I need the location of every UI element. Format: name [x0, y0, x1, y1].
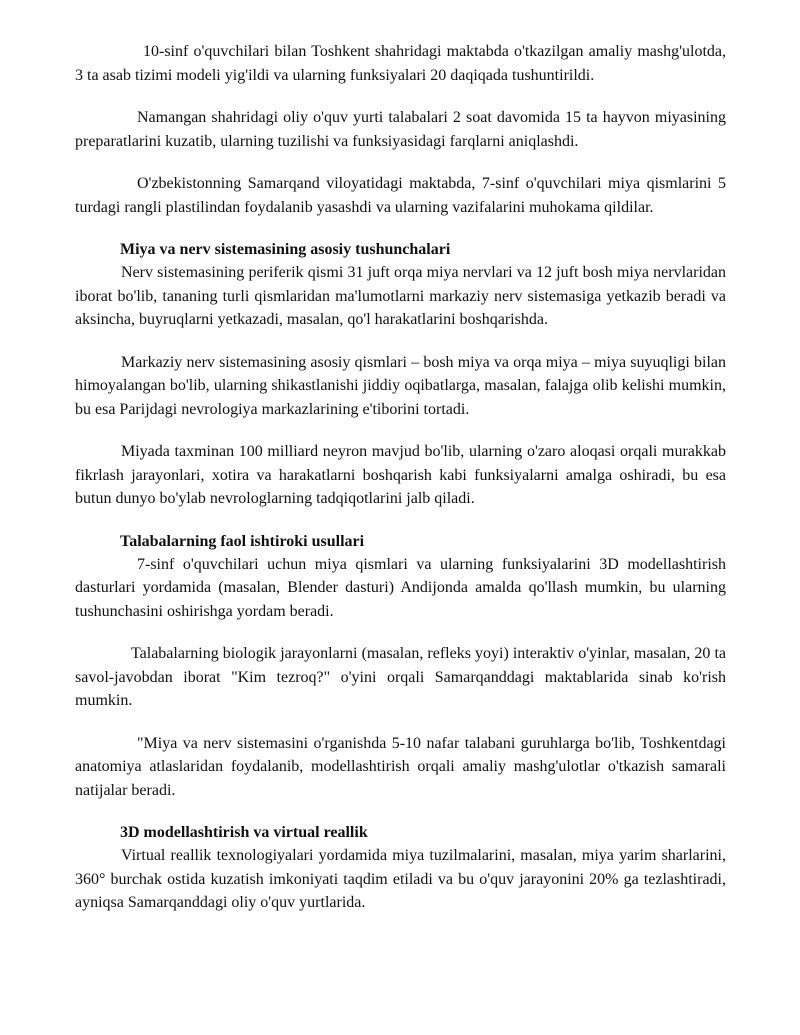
paragraph-virtual-reality: Virtual reallik texnologiyalari yordamida miya tuzilmalarini, masalan, miya yarim sharlarini, 360° burchak ostida kuzatish imkoniyati taqdim etiladi va bu o'quv jarayonini 20% ga tezlashtiradi, ayniqsa Samarqanddagi oliy o'quv yurtlarida.: [75, 847, 726, 911]
paragraph-group-work: "Miya va nerv sistemasini o'rganishda 5-10 nafar talabani guruhlarga bo'lib, Toshkentdagi anatomiya atlaslaridan foydalanib, modellashtirish orqali amaliy mashg'ulotlar o'tkazish samarali natijalar beradi.: [75, 734, 726, 799]
paragraph-3d-modelling-andijan: 7-sinf o'quvchilari uchun miya qismlari va ularning funksiyalarini 3D modellashtirish dasturlari yordamida (masalan, Blender dasturi) Andijonda amalda qo'llash mumkin, bu ularning tushunchasini oshirishga yordam beradi.: [75, 555, 726, 620]
spacer: [75, 421, 726, 440]
spacer: [75, 511, 726, 530]
section-heading-basic-concepts: Miya va nerv sistemasining asosiy tushunchalari: [120, 241, 451, 258]
paragraph-peripheral-nervous-system: Nerv sistemasining periferik qismi 31 juft orqa miya nervlari va 12 juft bosh miya nervlaridan iborat bo'lib, tananing turli qismlaridan ma'lumotlarni markaziy nerv sistemasiga yetkazib beradi va aksincha, buyruqlarni yetkazadi, masalan, qo'l harakatlarini boshqarishda.: [75, 264, 726, 328]
paragraph-interactive-games: Talabalarning biologik jarayonlarni (masalan, refleks yoyi) interaktiv o'yinlar, masalan, 20 ta savol-javobdan iborat "Kim tezroq?" o'yini orqali Samarqanddagi maktablarida sinab ko'rish mumkin.: [75, 645, 726, 709]
spacer: [75, 153, 726, 172]
spacer: [75, 219, 726, 238]
paragraph-namangan-students: Namangan shahridagi oliy o'quv yurti talabalari 2 soat davomida 15 ta hayvon miyasining preparatlarini kuzatib, ularning tuzilishi va funksiyasidagi farqlarni aniqlashdi.: [75, 109, 726, 150]
spacer: [75, 802, 726, 821]
paragraph-central-nervous-system: Markaziy nerv sistemasining asosiy qismlari – bosh miya va orqa miya – miya suyuqligi bilan himoyalangan bo'lib, ularning shikastlanishi jiddiy oqibatlarga, masalan, falajga olib kelishi mumkin, bu esa Parijdagi nevrologiya markazlarining e'tiborini tortadi.: [75, 353, 726, 418]
spacer: [75, 623, 726, 642]
section-heading-3d-vr: 3D modellashtirish va virtual reallik: [120, 824, 368, 841]
spacer: [75, 332, 726, 351]
spacer: [75, 87, 726, 106]
section-heading-active-participation: Talabalarning faol ishtiroki usullari: [120, 532, 365, 550]
paragraph-samarkand-school: O'zbekistonning Samarqand viloyatidagi maktabda, 7-sinf o'quvchilari miya qismlarini 5 turdagi rangli plastilindan foydalanib yasashdi va ularning vazifalarini muhokama qildilar.: [75, 175, 726, 216]
document-page: [75, 40, 726, 915]
spacer: [75, 713, 726, 732]
paragraph-neurons: Miyada taxminan 100 milliard neyron mavjud bo'lib, ularning o'zaro aloqasi orqali murakkab fikrlash jarayonlari, xotira va harakatlarni boshqarish kabi funksiyalarni amalga oshiradi, bu esa butun dunyo bo'ylab nevrologlarning tadqiqotlarini jalb qiladi.: [75, 443, 726, 507]
paragraph-tashkent-lesson: 10-sinf o'quvchilari bilan Toshkent shahridagi maktabda o'tkazilgan amaliy mashg'ulotda, 3 ta asab tizimi modeli yig'ildi va ularning funksiyalari 20 daqiqada tushuntirildi.: [75, 43, 726, 84]
